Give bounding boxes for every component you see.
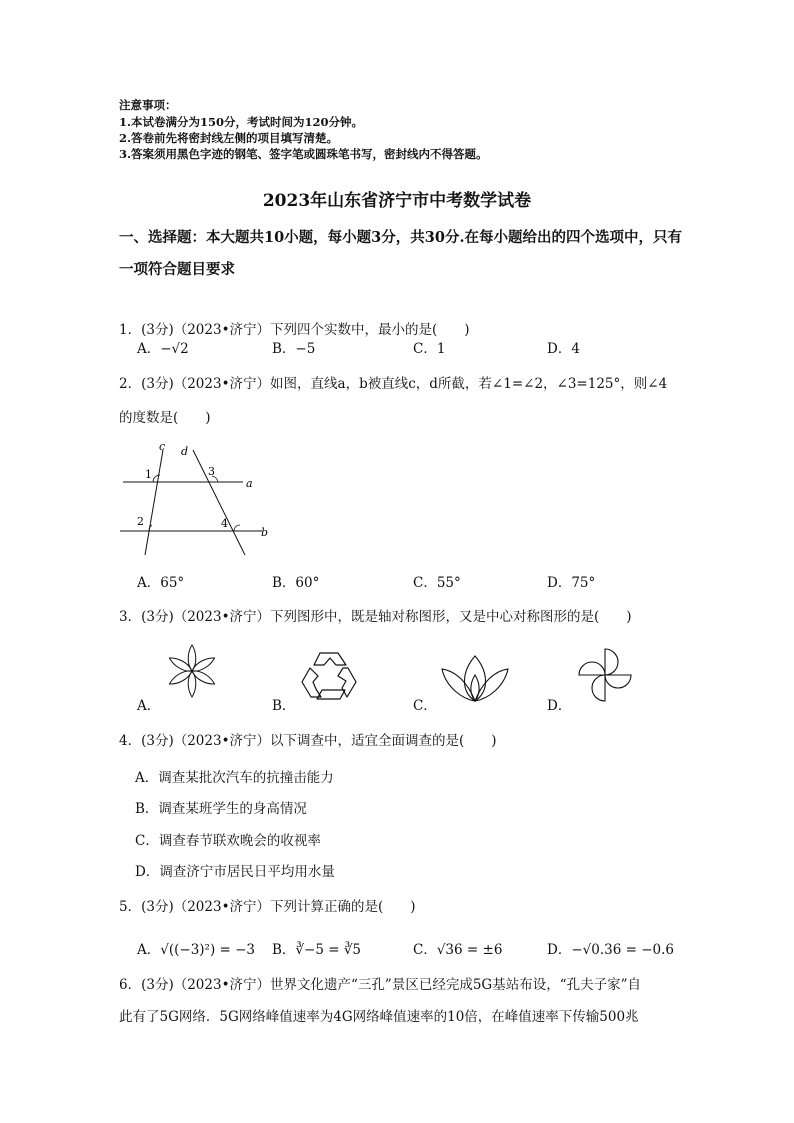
label-c: c	[159, 440, 166, 453]
question-4-option-b: B．调查某班学生的身高情况	[135, 801, 307, 817]
question-3-option-d: D．	[547, 698, 572, 714]
question-3-stem: 3．(3分)（2023•济宁）下列图形中，既是轴对称图形，又是中心对称图形的是( )	[119, 609, 632, 625]
lotus-icon	[440, 653, 510, 703]
notice-item-1: 1.本试卷满分为150分，考试时间为120分钟。	[119, 115, 364, 129]
question-4-option-d: D．调查济宁市居民日平均用水量	[135, 864, 335, 880]
line-c	[145, 450, 163, 555]
question-2-stem-line-1: 2．(3分)（2023•济宁）如图，直线a，b被直线c，d所截，若∠1=∠2，∠3=125°，则∠4	[119, 376, 668, 392]
question-1-option-c: C．1	[413, 341, 446, 357]
six-petal-flower-icon	[164, 643, 220, 699]
question-3-option-b: B．	[272, 698, 296, 714]
question-6-stem-line-1: 6．(3分)（2023•济宁）世界文化遗产“三孔”景区已经完成5G基站布设，“孔夫子家”自	[119, 977, 642, 993]
question-2-figure	[115, 440, 275, 560]
section-heading-line-1: 一、选择题：本大题共10小题，每小题3分，共30分.在每小题给出的四个选项中，只有	[119, 229, 682, 246]
question-2-option-c: C．55°	[413, 575, 461, 591]
label-b: b	[261, 526, 269, 539]
question-6-stem-line-2: 此有了5G网络．5G网络峰值速率为4G网络峰值速率的10倍，在峰值速率下传输500兆	[119, 1009, 639, 1025]
question-2-option-d: D．75°	[547, 575, 596, 591]
question-2-option-a: A．65°	[137, 575, 185, 591]
question-4-option-c: C．调查春节联欢晚会的收视率	[135, 833, 321, 849]
question-5-option-c: C．√36 = ±6	[413, 942, 503, 958]
question-1-option-a: A．−√2	[137, 341, 189, 357]
question-4-stem: 4．(3分)（2023•济宁）以下调查中，适宜全面调查的是( )	[119, 733, 497, 749]
question-5-option-d: D．−√0.36 = −0.6	[547, 942, 674, 958]
question-3-option-c: C．	[413, 698, 437, 714]
notice-item-2: 2.答卷前先将密封线左侧的项目填写清楚。	[119, 131, 339, 145]
question-2-option-b: B．60°	[272, 575, 320, 591]
question-1-stem: 1．(3分)（2023•济宁）下列四个实数中，最小的是( )	[119, 322, 470, 338]
section-heading-line-2: 一项符合题目要求	[119, 261, 235, 278]
label-4: 4	[221, 517, 228, 530]
label-3: 3	[208, 465, 215, 478]
question-1-option-b: B．−5	[272, 341, 316, 357]
page-title: 2023年山东省济宁市中考数学试卷	[262, 191, 532, 211]
notice-heading: 注意事项：	[119, 98, 177, 112]
notice-item-3: 3.答案须用黑色字迹的钢笔、签字笔或圆珠笔书写，密封线内不得答题。	[119, 147, 488, 161]
question-1-option-d: D．4	[547, 341, 580, 357]
question-4-option-a: A．调查某批次汽车的抗撞击能力	[135, 770, 334, 786]
question-5-option-b: B．∛−5 = ∛5	[272, 942, 362, 958]
pinwheel-icon	[575, 645, 635, 705]
question-2-stem-line-2: 的度数是( )	[119, 410, 211, 426]
label-a: a	[246, 477, 253, 490]
label-1: 1	[145, 468, 152, 481]
label-d: d	[181, 445, 189, 458]
question-5-stem: 5．(3分)（2023•济宁）下列计算正确的是( )	[119, 899, 416, 915]
line-d	[193, 450, 245, 555]
recycle-hexagon-icon	[300, 650, 358, 702]
question-3-option-a: A．	[137, 698, 161, 714]
question-5-option-a: A．√((−3)²) = −3	[137, 942, 256, 958]
label-2: 2	[137, 515, 144, 528]
